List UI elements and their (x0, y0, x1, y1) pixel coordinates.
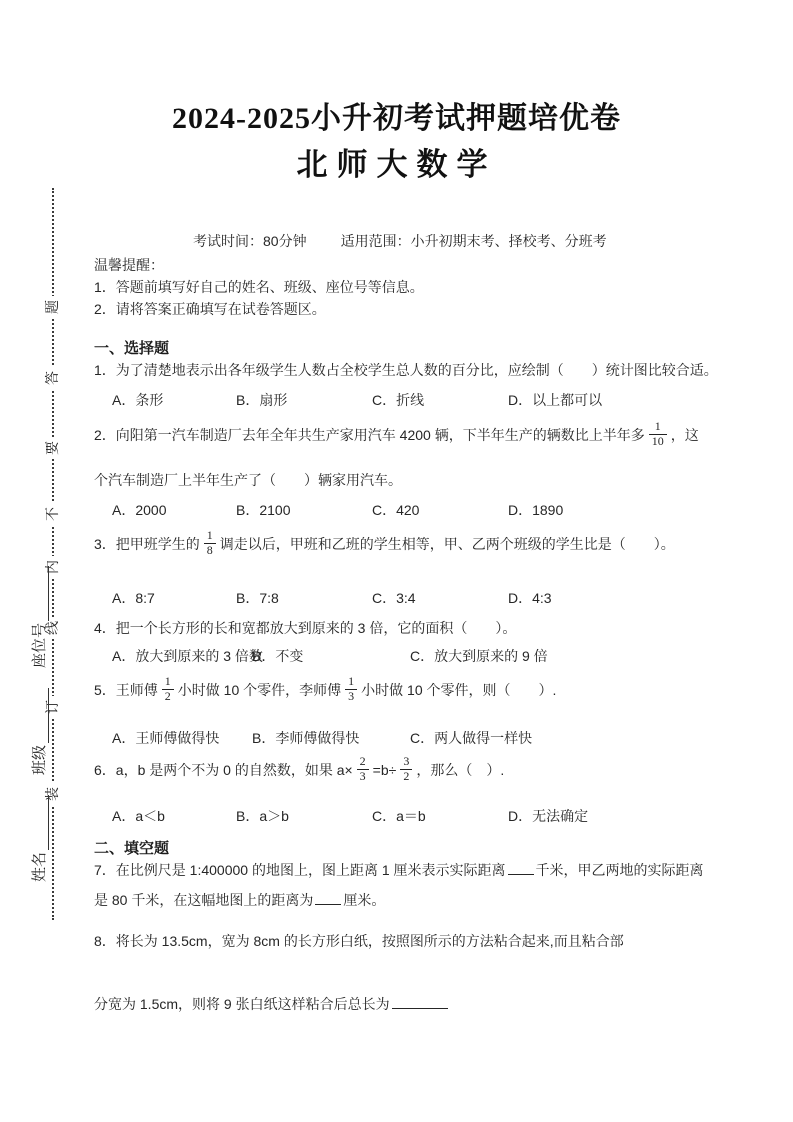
q6-fraction-3-2 (400, 755, 412, 784)
q4-option-c: C．放大到原来的 9 倍 (410, 648, 548, 664)
question-3-options (0, 588, 793, 608)
q8-text-1: 分宽为 1.5cm，则将 9 张白纸这样粘合后总长为 (94, 996, 390, 1012)
seat-field-label: 座位号 (31, 622, 48, 668)
exam-time: 考试时间：80分钟 (193, 233, 307, 249)
q2-option-c: C．420 (372, 502, 420, 518)
question-4-options (0, 646, 793, 666)
fraction-numerator: 1 (204, 529, 216, 544)
question-7-line2 (94, 890, 385, 910)
q1-option-c: C．折线 (372, 392, 425, 408)
question-6-stem (94, 754, 505, 786)
q8-blank (392, 995, 448, 1009)
q7-text-1: 7．在比例尺是 1:400000 的地图上，图上距离 1 厘米表示实际距离 (94, 862, 506, 878)
question-5-options (0, 728, 793, 748)
q2-option-b: B．2100 (236, 502, 291, 518)
fraction-numerator: 1 (649, 420, 667, 435)
q4-option-a: A．放大到原来的 3 倍数 (112, 648, 263, 664)
reminder-item-1: 1．答题前填写好自己的姓名、班级、座位号等信息。 (94, 279, 424, 295)
question-2-stem-line1 (94, 419, 699, 451)
seal-char: 线 (44, 617, 60, 639)
q5-option-a: A．王师傅做得快 (112, 730, 220, 746)
q5-text-1: 5．王师傅 (94, 682, 158, 698)
fraction-numerator: 2 (357, 755, 369, 770)
question-1-options (0, 390, 793, 410)
question-2-stem-line2: 个汽车制造厂上半年生产了（ ）辆家用汽车。 (94, 472, 402, 488)
paper-title-line2: 北师大数学 (296, 147, 497, 182)
seal-char: 装 (44, 783, 60, 805)
q7-text-3: 是 80 千米，在这幅地图上的距离为 (94, 892, 314, 908)
section-heading-choice: 一、选择题 (94, 340, 170, 357)
q5-text-2: 小时做 10 个零件，李师傅 (177, 682, 342, 698)
fraction-numerator: 1 (162, 675, 174, 690)
fraction-denominator: 10 (651, 433, 664, 448)
q3-text-1: 3．把甲班学生的 (94, 536, 200, 552)
seal-char: 不 (44, 503, 60, 525)
q5-fraction-1-2 (162, 675, 174, 704)
q5-text-3: 小时做 10 个零件，则（ ）. (361, 682, 557, 698)
q6-option-c: C．a＝b (372, 808, 426, 824)
q6-text-1: 6．a，b 是两个不为 0 的自然数，如果 a× (94, 762, 353, 778)
question-4-stem: 4．把一个长方形的长和宽都放大到原来的 3 倍，它的面积（ ）。 (94, 620, 517, 636)
q2-text-2: ，这 (670, 427, 699, 443)
q7-blank-1 (508, 861, 534, 875)
q2-fraction-1-10 (649, 420, 667, 449)
question-8-line2 (94, 994, 450, 1014)
q6-option-d: D．无法确定 (508, 808, 589, 824)
q4-option-b: B．不变 (252, 648, 304, 664)
question-2-options (0, 500, 793, 520)
q3-option-d: D．4:3 (508, 590, 552, 606)
name-field-label: 姓名 (31, 851, 48, 882)
q6-option-a: A．a＜b (112, 808, 165, 824)
reminder-item-2: 2．请将答案正确填写在试卷答题区。 (94, 301, 326, 317)
q2-option-d: D．1890 (508, 502, 564, 518)
q3-option-c: C．3:4 (372, 590, 416, 606)
q3-option-b: B．7:8 (236, 590, 279, 606)
fraction-denominator: 3 (348, 688, 355, 703)
question-3-stem (94, 528, 675, 560)
reminder-title: 温馨提醒： (94, 257, 164, 273)
seal-char: 题 (44, 296, 60, 318)
q6-text-3: ，那么（ ）. (416, 762, 505, 778)
exam-scope: 适用范围：小升初期末考、择校考、分班考 (340, 233, 607, 249)
q2-option-a: A．2000 (112, 502, 167, 518)
q3-text-2: 调走以后，甲班和乙班的学生相等，甲、乙两个班级的学生比是（ ）。 (219, 536, 675, 552)
fraction-denominator: 2 (164, 688, 171, 703)
q6-fraction-2-3 (357, 755, 369, 784)
q3-fraction-1-8 (204, 529, 216, 558)
q6-option-b: B．a＞b (236, 808, 289, 824)
section-heading-fill: 二、填空题 (94, 840, 170, 857)
q5-option-c: C．两人做得一样快 (410, 730, 533, 746)
fraction-denominator: 2 (403, 768, 410, 783)
fraction-numerator: 1 (345, 675, 357, 690)
fraction-numerator: 3 (400, 755, 412, 770)
question-7-line1 (94, 860, 704, 880)
seal-char: 内 (44, 556, 60, 578)
seal-char: 订 (44, 696, 60, 718)
q2-text-1: 2．向阳第一汽车制造厂去年全年共生产家用汽车 4200 辆，下半年生产的辆数比上半年多 (94, 427, 645, 443)
question-1-stem: 1．为了清楚地表示出各年级学生人数占全校学生总人数的百分比，应绘制（ ）统计图比较合适。 (94, 362, 718, 378)
question-6-options (0, 806, 793, 826)
seal-char: 要 (44, 437, 60, 459)
q5-option-b: B．李师傅做得快 (252, 730, 360, 746)
q1-option-a: A．条形 (112, 392, 164, 408)
q6-text-2: =b÷ (372, 762, 397, 778)
q7-text-2: 千米，甲乙两地的实际距离 (535, 862, 704, 878)
q7-text-4: 厘米。 (343, 892, 386, 908)
q1-option-d: D．以上都可以 (508, 392, 603, 408)
q7-blank-2 (315, 891, 341, 905)
question-8-line1: 8．将长为 13.5cm，宽为 8cm 的长方形白纸，按照图所示的方法粘合起来,而且粘合部 (94, 933, 624, 949)
q3-option-a: A．8:7 (112, 590, 155, 606)
q5-fraction-1-3 (345, 675, 357, 704)
q1-option-b: B．扇形 (236, 392, 288, 408)
class-field-label: 班级 (31, 744, 48, 775)
fraction-denominator: 3 (359, 768, 366, 783)
paper-title-line1: 2024-2025小升初考试押题培优卷 (172, 102, 621, 135)
seal-char: 答 (44, 367, 60, 389)
question-5-stem (94, 674, 557, 706)
exam-info-line (193, 231, 607, 251)
fraction-denominator: 8 (206, 542, 213, 557)
